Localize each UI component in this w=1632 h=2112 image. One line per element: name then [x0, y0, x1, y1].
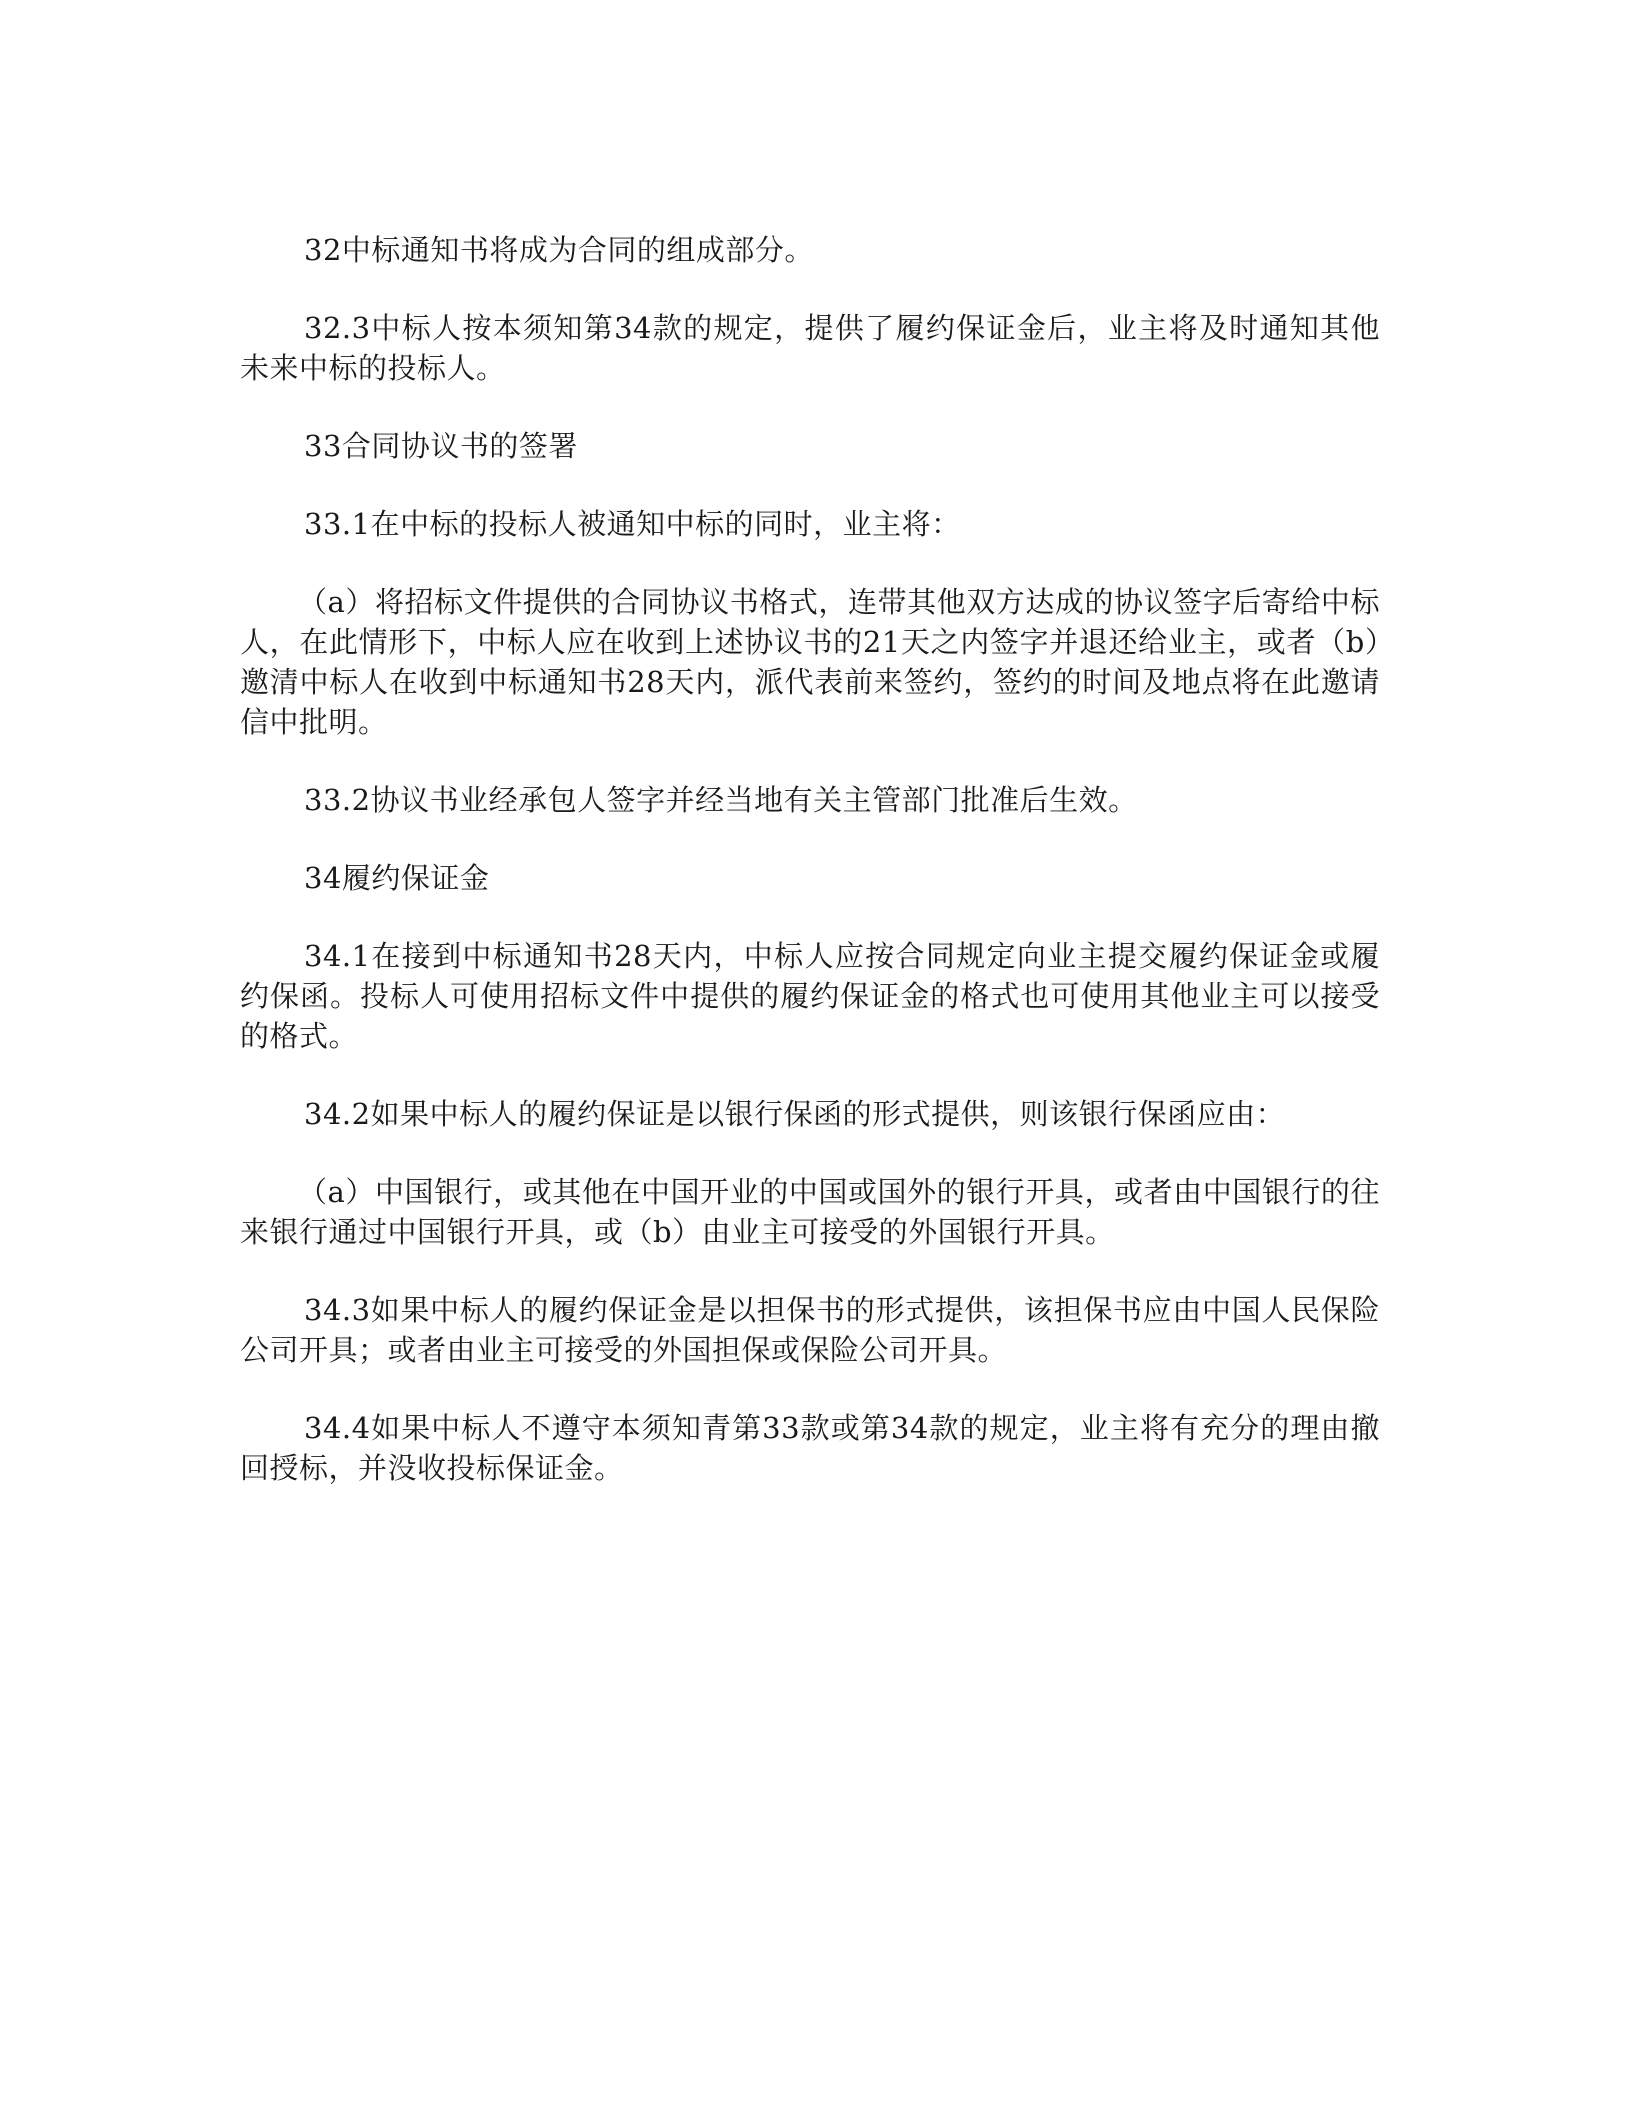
section-heading-33: 33合同协议书的签署 — [304, 429, 578, 463]
document-page — [240, 230, 1380, 1526]
paragraph-33-1-a-b: （a）将招标文件提供的合同协议书格式，连带其他双方达成的协议签字后寄给中标人，在此情形下，中标人应在收到上述协议书的21天之内签字并退还给业主，或者（b）邀清中标人在收到中标通知书28天内，派代表前来签约，签约的时间及地点将在此邀请信中批明。 — [240, 585, 1380, 739]
paragraph-34-2-a-b: （a）中国银行，或其他在中国开业的中国或国外的银行开具，或者由中国银行的往来银行通过中国银行开具，或（b）由业主可接受的外国银行开具。 — [240, 1175, 1380, 1249]
paragraph-34-4: 34.4如果中标人不遵守本须知青第33款或第34款的规定，业主将有充分的理由撤回授标，并没收投标保证金。 — [240, 1411, 1380, 1485]
paragraph-32-3: 32.3中标人按本须知第34款的规定，提供了履约保证金后，业主将及时通知其他未来中标的投标人。 — [240, 311, 1380, 385]
paragraph-34-2: 34.2如果中标人的履约保证是以银行保函的形式提供，则该银行保函应由： — [304, 1097, 1286, 1131]
paragraph-34-1: 34.1在接到中标通知书28天内，中标人应按合同规定向业主提交履约保证金或履约保函。投标人可使用招标文件中提供的履约保证金的格式也可使用其他业主可以接受的格式。 — [240, 939, 1380, 1053]
paragraph-32: 32中标通知书将成为合同的组成部分。 — [304, 233, 814, 267]
paragraph-34-3: 34.3如果中标人的履约保证金是以担保书的形式提供，该担保书应由中国人民保险公司开具；或者由业主可接受的外国担保或保险公司开具。 — [240, 1293, 1380, 1367]
section-heading-34: 34履约保证金 — [304, 861, 490, 895]
paragraph-33-2: 33.2协议书业经承包人签字并经当地有关主管部门批准后生效。 — [304, 783, 1138, 817]
paragraph-33-1: 33.1在中标的投标人被通知中标的同时，业主将： — [304, 507, 961, 541]
